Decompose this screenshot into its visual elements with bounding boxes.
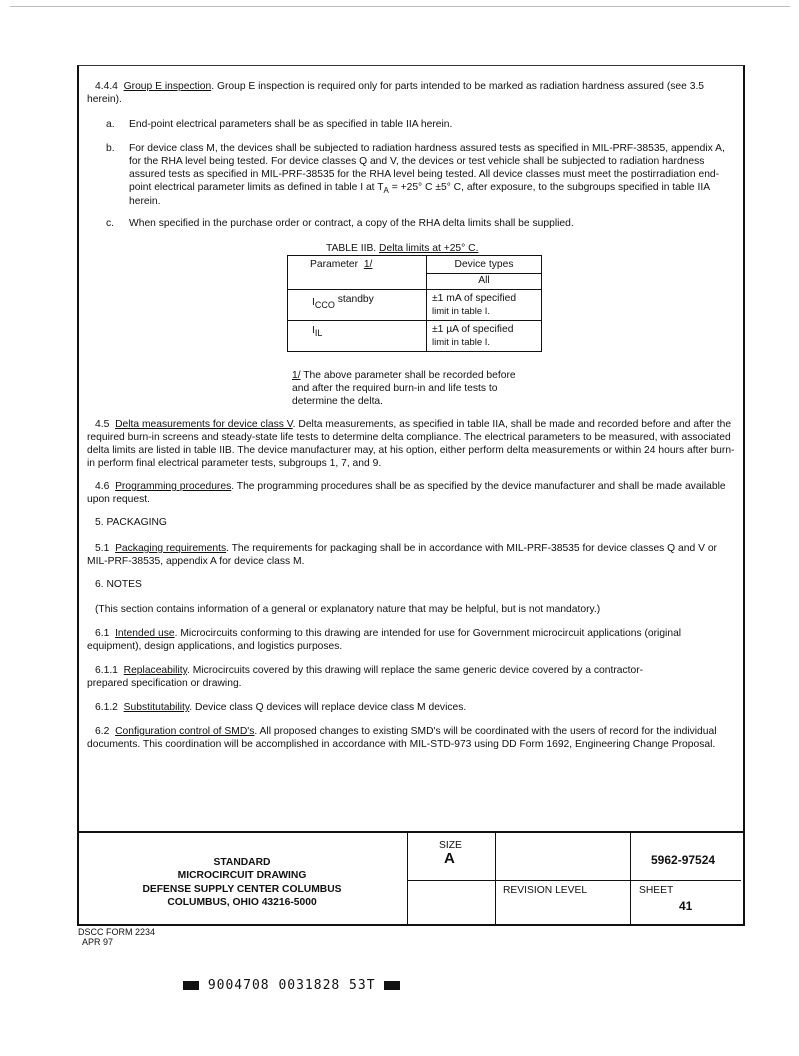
drawing-title: STANDARD MICROCIRCUIT DRAWING DEFENSE SUPPLY CENTER COLUMBUS COLUMBUS, OHIO 43216-5000 (142, 857, 342, 909)
drawing-number: 5962-97524 (651, 853, 716, 867)
sheet-number: 41 (679, 899, 693, 913)
section-6-heading: 6. NOTES (95, 579, 142, 590)
size-value: A (444, 850, 455, 867)
top-rule (10, 6, 790, 7)
item-label: a. (106, 119, 115, 130)
device-types-header: Device types (427, 256, 542, 274)
section-number: 4.4.4 (95, 81, 118, 92)
item-text: When specified in the purchase order or contract, a copy of the RHA delta limits shall be supplied. (129, 218, 574, 229)
block-mark-icon (183, 981, 199, 990)
table-header-row (288, 256, 542, 274)
section-6-1-1: 6.1.1 Replaceability. Microcircuits covered by this drawing will replace the same generic device covered by a contractor-prepared specification or drawing. (87, 665, 644, 689)
limit-cell: ±1 mA of specified limit in table I. (427, 290, 542, 321)
section-5-1: 5.1 Packaging requirements. The requirements for packaging shall be in accordance with MIL-PRF-38535 for device classes Q and V or MIL-PRF-38535, appendix A for device class M. (87, 543, 717, 567)
form-number: DSCC FORM 2234 APR 97 (78, 927, 156, 948)
item-text: For device class M, the devices shall be subjected to radiation hardness assured tests as specified in MIL-PRF-38535, appendix A, for the RHA level being tested. For device classes Q and V, the devices or test vehicle shall be subjected to radiation hardness assured tests as specified in MIL-PRF-38535 for the RHA level being tested. All device classes must meet the postirradiation end-point electrical parameter limits as defined in table I at $T_A = +25^\circ$ C ±5° C, after exposure, to the subgroups specified in table IIA herein. (129, 143, 725, 207)
section-4-6: 4.6 Programming procedures. The programming procedures shall be as specified by the device manufacturer and shall be made available upon request. (87, 481, 726, 505)
section-6-2: 6.2 Configuration control of SMD's. All proposed changes to existing SMD's will be coordinated with the users of record for the individual documents. This coordination will be accomplished in accordance with MIL-STD-973 using DD Form 1692, Engineering Change Proposal. (87, 726, 717, 750)
section-4-4-4 (87, 81, 735, 107)
section-6-1: 6.1 Intended use. Microcircuits conforming to this drawing are intended for use for Government microcircuit applications (original equipment), design applications, and logistics purposes. (87, 628, 682, 652)
table-footnote: 1/ The above parameter shall be recorded before and after the required burn-in and life tests to determine the delta. (292, 370, 516, 407)
table-row (288, 321, 542, 352)
revision-level-label: REVISION LEVEL (503, 885, 588, 896)
table-caption: TABLE IIB. Delta limits at +25° C. (326, 243, 479, 254)
limit-cell: ±1 µA of specified limit in table I. (427, 321, 542, 352)
section-6-1-2: 6.1.2 Substitutability. Device class Q devices will replace device class M devices. (95, 702, 467, 713)
section-text: . Group E inspection is required only for parts intended to be marked as radiation hardness assured (see 3.5 herein). (87, 81, 705, 105)
document-control-number: 9004708 0031828 53T (183, 978, 400, 994)
section-6-intro: (This section contains information of a general or explanatory nature that may be helpful, but is not mandatory.) (95, 604, 601, 615)
parameter-header: Parameter 1/ (288, 256, 427, 290)
title-block (77, 831, 743, 925)
delta-limits-table (287, 255, 542, 352)
item-label: b. (106, 143, 115, 154)
parameter-cell: $I_{IL}$ (288, 321, 427, 352)
section-5-heading: 5. PACKAGING (95, 517, 167, 528)
item-label: c. (106, 218, 115, 229)
sheet-label: SHEET (639, 885, 674, 896)
size-label: SIZE (439, 840, 462, 851)
table-row (288, 290, 542, 321)
section-heading: Group E inspection (123, 81, 212, 92)
block-mark-icon (384, 981, 400, 990)
device-types-all: All (427, 274, 542, 290)
section-4-5: 4.5 Delta measurements for device class V. Delta measurements, as specified in table IIA, shall be made and recorded before and after the required burn-in screens and steady-state life tests to determine delta compliance. The electrical parameters to be measured, with associated delta limits are listed in table IIB. The device manufacturer may, at his option, either perform delta measurements or within 24 hours after burn-in perform final electrical parameter tests, subgroups 1, 7, and 9. (87, 419, 735, 469)
parameter-cell: $I_{CCO}$ standby (288, 290, 427, 321)
item-text: End-point electrical parameters shall be as specified in table IIA herein. (129, 119, 453, 130)
